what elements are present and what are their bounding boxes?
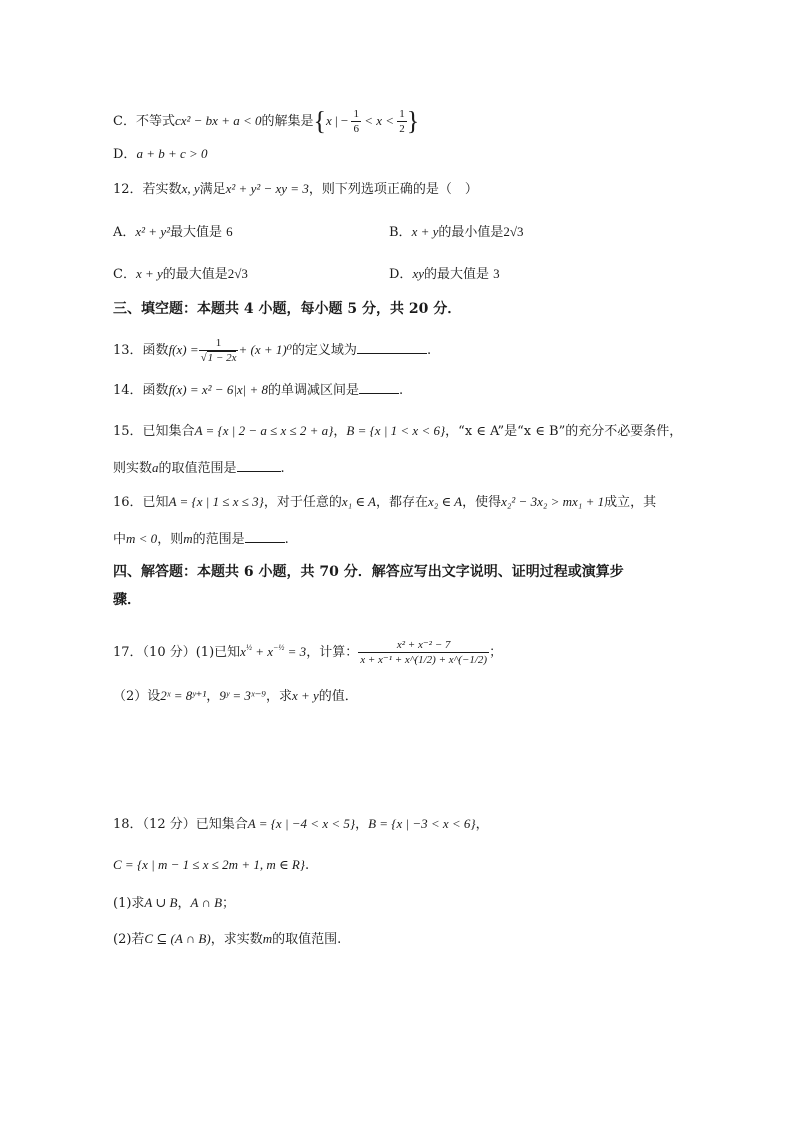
answer-blank[interactable] <box>245 528 285 543</box>
stem-text: ，都存在 <box>375 495 428 510</box>
part-label: (1) <box>195 645 215 660</box>
stem-text: ，求实数 <box>210 932 263 947</box>
set-inequality: < x < <box>360 113 398 128</box>
fraction-numerator: 1 <box>399 108 405 120</box>
stem-text: 的范围是 <box>192 532 245 547</box>
q18-line1 <box>113 814 489 835</box>
option-text: 的最小值是 <box>438 225 504 240</box>
answer-blank[interactable] <box>357 339 427 354</box>
question-number: 18． <box>113 817 143 832</box>
q12-stem <box>113 179 478 200</box>
fraction-denominator: 2 <box>399 123 405 135</box>
math-expression: a + b + c > 0 <box>136 146 208 161</box>
stem-text: 成立，其 <box>604 495 657 510</box>
fraction-numerator: x² + x⁻² − 7 <box>358 638 489 653</box>
section-title-fill-in: 三、填空题：本题共 4 小题，每小题 5 分，共 20 分． <box>113 301 462 317</box>
stem-text: ，使得 <box>462 495 502 510</box>
option-label: C． <box>113 267 136 282</box>
q17-part2 <box>113 686 358 707</box>
option-text: 的最大值是 <box>162 267 228 282</box>
stem-text: 则实数 <box>113 461 153 476</box>
stem-text: 满足 <box>199 182 226 197</box>
part-label: （2）设 <box>113 689 161 704</box>
math-expression: x₂ ∈ A <box>427 494 463 509</box>
option-text: 最大值是 <box>170 225 223 240</box>
stem-text: 已知 <box>142 495 169 510</box>
q12-option-d <box>389 264 500 285</box>
math-expression: A = {x | −4 < x < 5} <box>247 816 356 831</box>
q15-line2 <box>113 457 285 479</box>
fraction-numerator: 1 <box>199 336 239 351</box>
math-expression: C = {x | m − 1 ≤ x ≤ 2m + 1, m ∈ R} <box>113 857 305 872</box>
answer-blank[interactable] <box>359 379 399 394</box>
math-expression: C ⊆ (A ∩ B) <box>144 931 211 946</box>
question-number: 14． <box>113 383 143 398</box>
stem-text: ； <box>222 896 236 911</box>
math-variable: m <box>183 531 193 546</box>
q14 <box>113 379 403 401</box>
q15-line1 <box>113 421 682 442</box>
q18-part2 <box>113 929 341 950</box>
stem-text: 的取值范围是 <box>158 461 237 476</box>
math-expression: f(x) = <box>168 342 199 357</box>
option-label: C． <box>113 114 136 129</box>
math-expression: A = {x | 1 ≤ x ≤ 3} <box>168 494 264 509</box>
q13 <box>113 336 431 365</box>
math-variables: x, y <box>181 181 200 196</box>
q12-option-a <box>113 222 233 243</box>
math-expression: x₁ ∈ A <box>341 494 376 509</box>
stem-text: ，“x ∈ A”是“x ∈ B”的充分不必要条件， <box>445 424 683 439</box>
set-bar: | − <box>331 113 352 128</box>
option-label: A． <box>113 225 136 240</box>
option-text: 的最大值是 <box>423 267 489 282</box>
set-variable: x <box>326 113 332 128</box>
fraction-numerator: 1 <box>353 108 359 120</box>
question-number: 12． <box>113 182 143 197</box>
stem-text: ，对于任意的 <box>263 495 342 510</box>
fraction <box>358 638 489 667</box>
math-variable: a <box>152 460 159 475</box>
answer-blank[interactable] <box>237 457 281 472</box>
part-label: (1)求 <box>113 896 145 911</box>
stem-text: . <box>305 858 310 873</box>
math-expression: A = {x | 2 − a ≤ x ≤ 2 + a} <box>194 423 334 438</box>
q18-line2 <box>113 855 309 876</box>
right-brace: } <box>406 106 420 136</box>
math-expression: x² + y² − xy = 3 <box>225 181 309 196</box>
stem-text: ，计算： <box>306 645 359 660</box>
stem-text: 的值． <box>318 689 358 704</box>
question-number: 15． <box>113 424 143 439</box>
stem-text: 函数 <box>142 343 169 358</box>
fraction <box>199 336 239 365</box>
q12-option-b <box>389 222 524 243</box>
stem-text: 的定义域为 <box>291 343 357 358</box>
math-expression: m < 0 <box>126 531 158 546</box>
math-expression: x + y <box>411 224 439 239</box>
option-value: 6 <box>226 224 233 239</box>
math-expression: A ∪ B <box>144 895 178 910</box>
stem-text: 已知集合 <box>142 424 195 439</box>
fraction <box>351 107 361 136</box>
stem-text: ，则下列选项正确的是（ ） <box>308 182 478 197</box>
stem-text: ， <box>333 424 347 439</box>
stem-text: 函数 <box>142 383 169 398</box>
stem-text: 已知集合 <box>195 817 248 832</box>
math-expression: x² + y² <box>135 224 170 239</box>
question-number: 17． <box>113 645 143 660</box>
q11-option-c <box>113 107 419 136</box>
option-value: 3 <box>493 266 500 281</box>
stem-text: ，则 <box>157 532 184 547</box>
section-title-answers-cont: 骤． <box>113 592 141 608</box>
math-expression: 2ˣ = 8ʸ⁺¹ <box>160 688 207 703</box>
q17-part1 <box>113 638 502 667</box>
stem-text: ，求 <box>265 689 292 704</box>
question-points: （10 分） <box>142 645 196 660</box>
option-value: 2√3 <box>503 224 524 239</box>
stem-text: 若实数 <box>142 182 182 197</box>
fraction-denominator: x + x⁻¹ + x^(1/2) + x^(−1/2) <box>360 654 488 666</box>
math-expression: xy <box>412 266 424 281</box>
math-expression: + (x + 1)⁰ <box>238 342 292 357</box>
fraction-denominator: 6 <box>353 123 359 135</box>
option-text: 不等式 <box>135 114 175 129</box>
math-expression: x₂² − 3x₂ > mx₁ + 1 <box>501 494 605 509</box>
fraction-denominator: √1 − 2x <box>200 352 237 364</box>
stem-text: 的单调减区间是 <box>268 383 360 398</box>
stem-text: . <box>284 532 289 547</box>
math-expression: x + y <box>291 688 319 703</box>
stem-text: ； <box>489 645 503 660</box>
stem-text: ， <box>475 817 489 832</box>
fraction <box>397 107 407 136</box>
q11-option-d <box>113 144 208 165</box>
stem-text: . <box>426 343 432 358</box>
question-points: （12 分） <box>142 817 196 832</box>
option-text: 的解集是 <box>261 114 314 129</box>
stem-text: ， <box>355 817 369 832</box>
option-value: 2√3 <box>227 266 248 281</box>
math-expression: cx² − bx + a < 0 <box>174 113 262 128</box>
math-expression: A ∩ B <box>190 895 223 910</box>
q16-line2 <box>113 528 289 550</box>
math-expression: x + y <box>135 266 163 281</box>
question-number: 13． <box>113 343 143 358</box>
math-expression: B = {x | 1 < x < 6} <box>346 423 446 438</box>
section-title-answers: 四、解答题：本题共 6 小题，共 70 分．解答应写出文字说明、证明过程或演算步 <box>113 564 624 580</box>
option-label: D． <box>389 267 413 282</box>
stem-text: . <box>280 461 285 476</box>
math-variable: m <box>262 931 273 946</box>
math-expression: f(x) = x² − 6|x| + 8 <box>168 382 269 397</box>
math-expression: $x^{\frac{1}{2}} + x^{-\frac{1}{2}}$ <box>240 643 285 659</box>
option-label: D． <box>113 147 137 162</box>
q12-option-c <box>113 264 248 285</box>
sqrt-radicand: 1 − 2x <box>207 352 237 364</box>
stem-text: . <box>399 383 404 398</box>
left-brace: { <box>313 106 326 136</box>
stem-text: 已知 <box>214 645 241 660</box>
stem-text: 中 <box>113 532 127 547</box>
stem-text: ， <box>206 689 220 704</box>
q18-part1 <box>113 893 235 914</box>
stem-text: 的取值范围. <box>272 932 342 947</box>
question-number: 16． <box>113 495 143 510</box>
part-label: (2)若 <box>113 932 145 947</box>
math-expression: B = {x | −3 < x < 6} <box>368 816 476 831</box>
stem-text: ， <box>177 896 191 911</box>
math-expression: = 3 <box>287 644 307 659</box>
math-expression: 9ʸ = 3ˣ⁻⁹ <box>219 688 266 703</box>
q16-line1 <box>113 492 656 513</box>
option-label: B． <box>389 225 412 240</box>
